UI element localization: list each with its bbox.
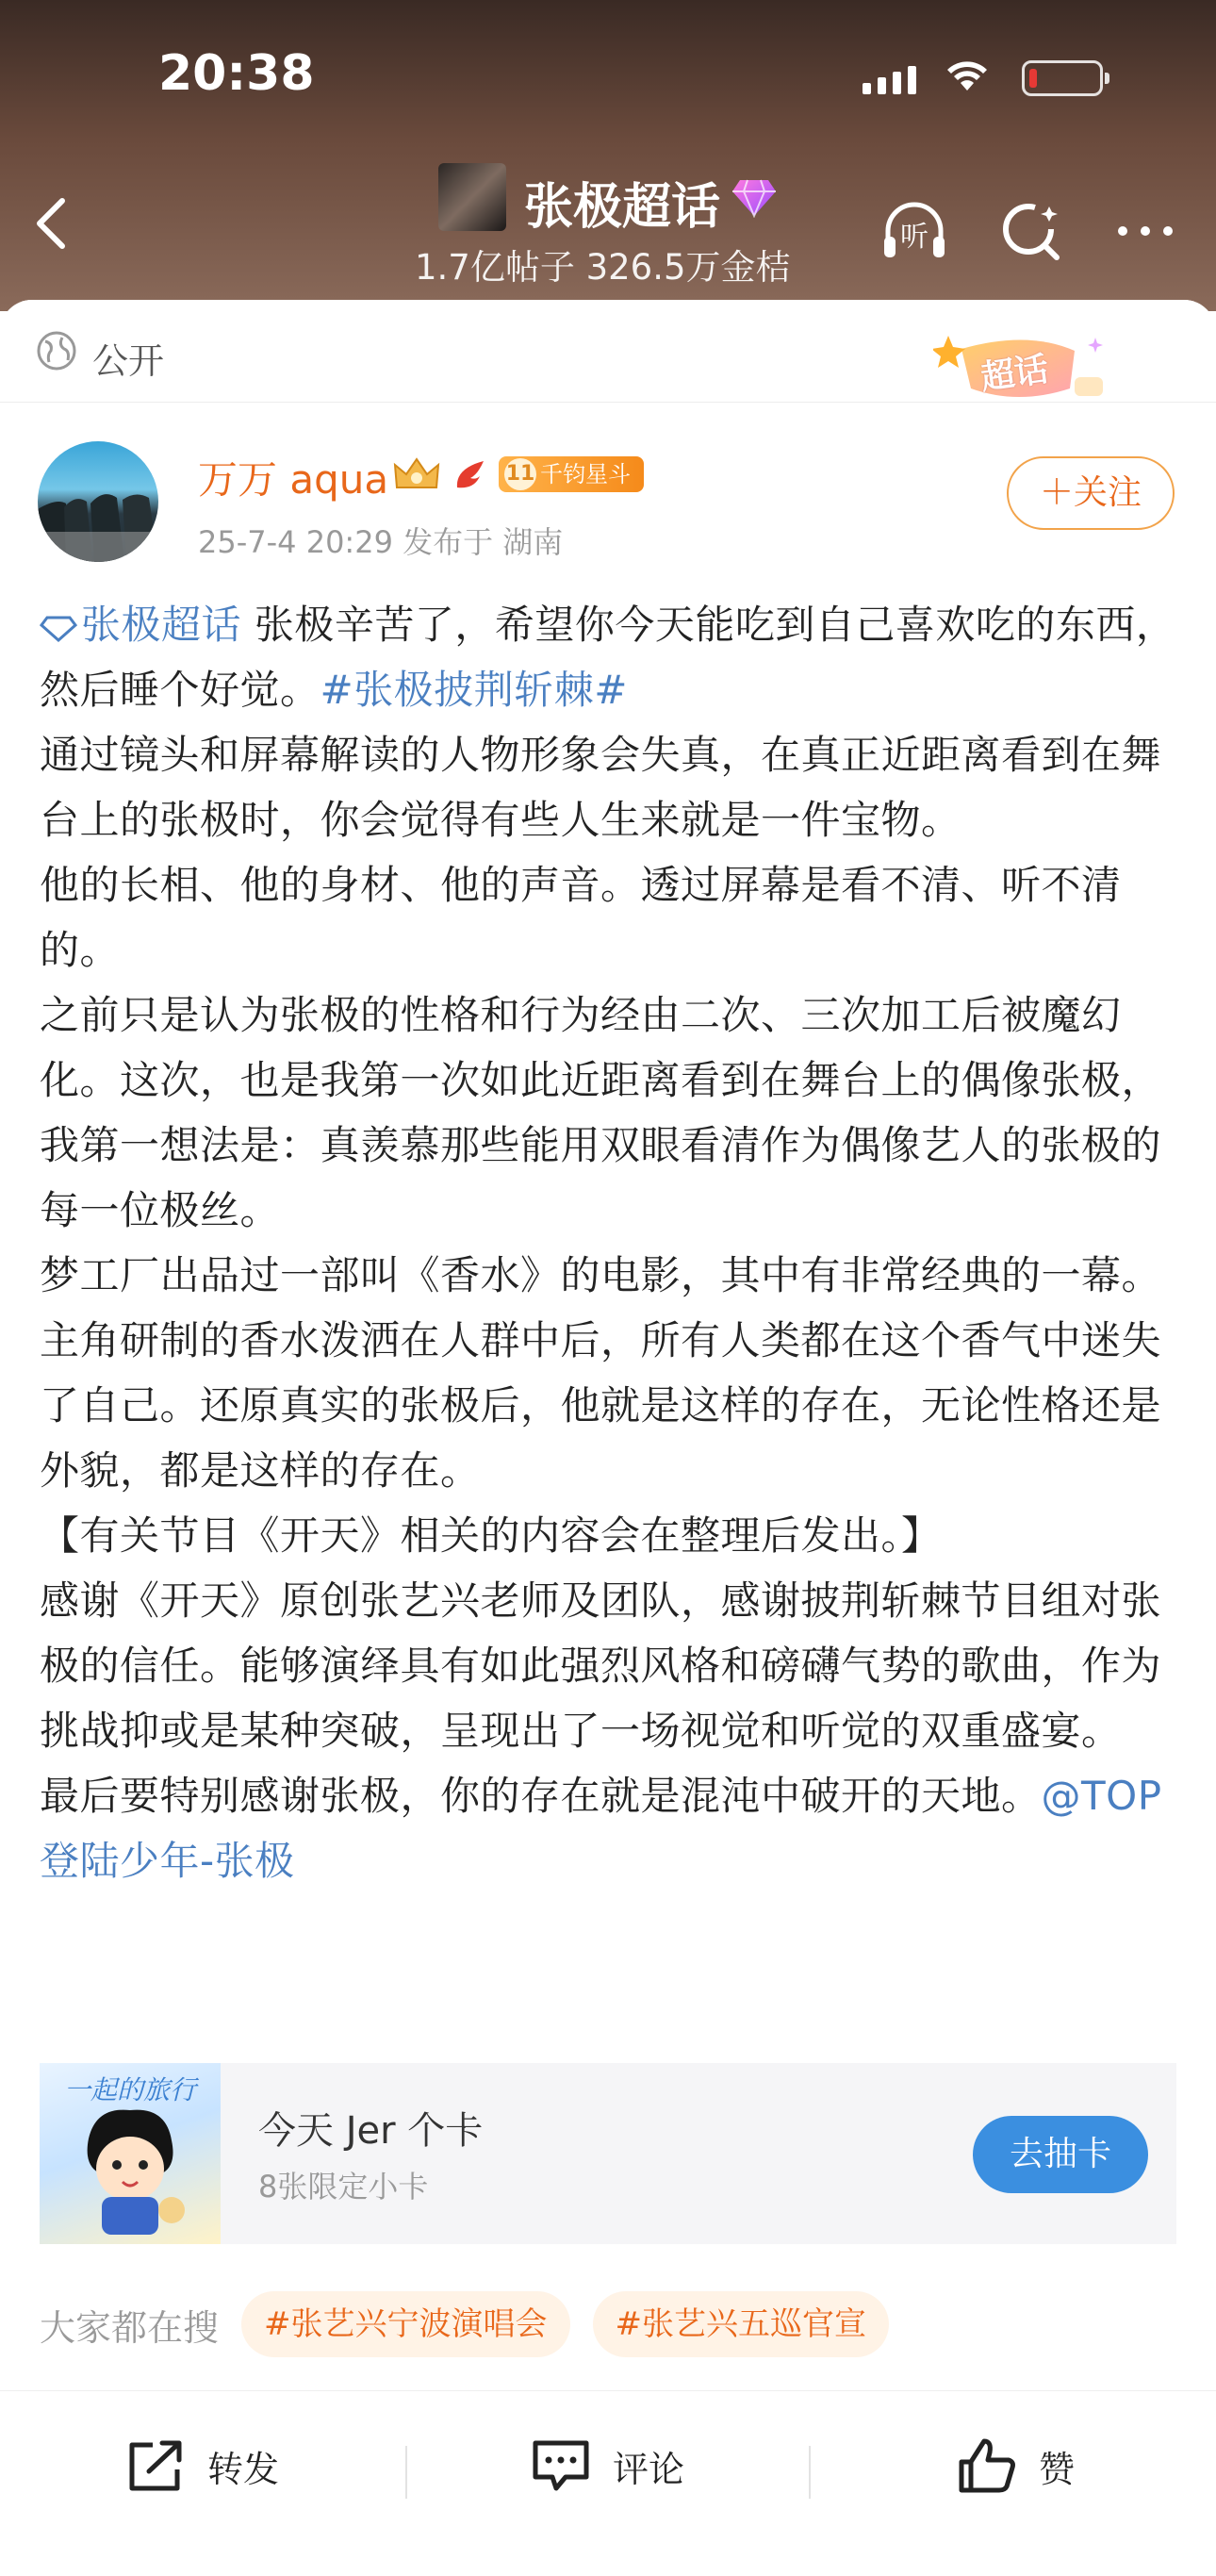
- paragraph: 感谢《开天》原创张艺兴老师及团队，感谢披荆斩棘节目组对张极的信任。能够演绎具有如此强烈风格和磅礴气势的歌曲，作为挑战抑或是某种突破，呈现出了一场视觉和听觉的双重盛宴。: [40, 1577, 1162, 1754]
- paragraph: 他的长相、他的身材、他的声音。透过屏幕是看不清、听不清的。: [40, 862, 1122, 973]
- card-subtitle: 8张限定小卡: [258, 2169, 429, 2204]
- post-content: [40, 592, 1180, 1893]
- repost-button[interactable]: [124, 2435, 279, 2497]
- author-name[interactable]: 万万 aqua: [198, 456, 389, 503]
- search-tag[interactable]: #张艺兴五巡官宣: [593, 2291, 890, 2357]
- like-label: 赞: [1039, 2448, 1076, 2490]
- cellular-signal-icon: [863, 66, 916, 94]
- battery-icon: [1022, 60, 1103, 96]
- card-thumbnail: [40, 2063, 221, 2244]
- author-badges: [391, 451, 644, 498]
- crown-badge-icon: [391, 454, 442, 495]
- card-title: 今天 Jer 个卡: [258, 2109, 484, 2153]
- mention-link[interactable]: @TOP登陆少年-张极: [40, 1773, 1162, 1884]
- level-badge: [499, 456, 644, 492]
- channel-avatar[interactable]: [438, 163, 506, 231]
- diamond-icon: [731, 176, 778, 218]
- paragraph: 梦工厂出品过一部叫《香水》的电影，其中有非常经典的一幕。主角研制的香水泼洒在人群中后，所有人类都在这个香气中迷失了自己。还原真实的张极后，他就是这样的存在，无论性格还是外貌，都是这样的存在。: [40, 1252, 1162, 1494]
- globe-icon: [36, 330, 77, 372]
- follow-button[interactable]: ＋关注: [1007, 456, 1175, 530]
- back-arrow-icon[interactable]: [28, 195, 75, 252]
- paragraph: 【有关节目《开天》相关的内容会在整理后发出。】: [40, 1512, 942, 1559]
- lead-text: 张极辛苦了，希望你今天能吃到自己喜欢吃的东西，然后睡个好觉。: [40, 602, 1176, 713]
- hashtag-link[interactable]: #张极披荆斩棘#: [320, 667, 628, 713]
- post-meta: 25-7-4 20:29 发布于 湖南: [198, 524, 564, 560]
- comment-icon: [530, 2437, 592, 2494]
- status-time: 20:38: [158, 45, 315, 102]
- channel-stats: 1.7亿帖子 326.5万金桔: [415, 247, 791, 288]
- like-button[interactable]: [956, 2435, 1075, 2497]
- topic-link[interactable]: [40, 602, 241, 648]
- channel-title[interactable]: 张极超话: [524, 179, 721, 236]
- thumbs-up-icon: [956, 2437, 1018, 2494]
- paragraph: 通过镜头和屏幕解读的人物形象会失真，在真正近距离看到在舞台上的张极时，你会觉得有些人生来就是一件宝物。: [40, 732, 1162, 843]
- card-thumbnail-text: 一起的旅行: [63, 2074, 197, 2105]
- share-icon: [124, 2437, 187, 2494]
- paragraph: 之前只是认为张极的性格和行为经由二次、三次加工后被魔幻化。这次，也是我第一次如此近距离看到在舞台上的偶像张极，我第一想法是：真羡慕那些能用双眼看清作为偶像艺人的张极的每一位极丝。: [40, 992, 1162, 1233]
- flame-badge-icon: [452, 455, 489, 493]
- more-icon[interactable]: [1108, 193, 1183, 269]
- listen-label: 听: [900, 221, 928, 254]
- comment-button[interactable]: [530, 2435, 684, 2497]
- trending-search-label: 大家都在搜: [40, 2306, 220, 2349]
- draw-card-button[interactable]: 去抽卡: [973, 2116, 1148, 2193]
- wifi-icon: [946, 58, 988, 92]
- status-bar: [0, 45, 1216, 121]
- level-number: 11: [504, 458, 536, 490]
- card-draw-promo[interactable]: [40, 2063, 1176, 2244]
- diamond-topic-icon: [40, 614, 77, 642]
- chaohua-badge-label: 超话: [978, 350, 1051, 398]
- visibility-label: 公开: [92, 340, 165, 382]
- divider: [405, 2446, 407, 2499]
- action-bar: [0, 2390, 1216, 2542]
- trending-search-row: [40, 2291, 889, 2357]
- author-avatar[interactable]: [38, 441, 158, 562]
- search-icon[interactable]: [994, 193, 1070, 269]
- topic-link-label: 张极超话: [81, 602, 242, 648]
- closing-text: 最后要特别感谢张极，你的存在就是混沌中破开的天地。: [40, 1773, 1042, 1819]
- channel-nav-bar: [0, 156, 1216, 288]
- comment-label: 评论: [613, 2448, 685, 2490]
- listen-icon[interactable]: [877, 193, 952, 269]
- divider: [809, 2446, 811, 2499]
- repost-label: 转发: [207, 2448, 280, 2490]
- search-tag[interactable]: #张艺兴宁波演唱会: [241, 2291, 570, 2357]
- level-badge-label: 千钧星斗: [540, 461, 631, 487]
